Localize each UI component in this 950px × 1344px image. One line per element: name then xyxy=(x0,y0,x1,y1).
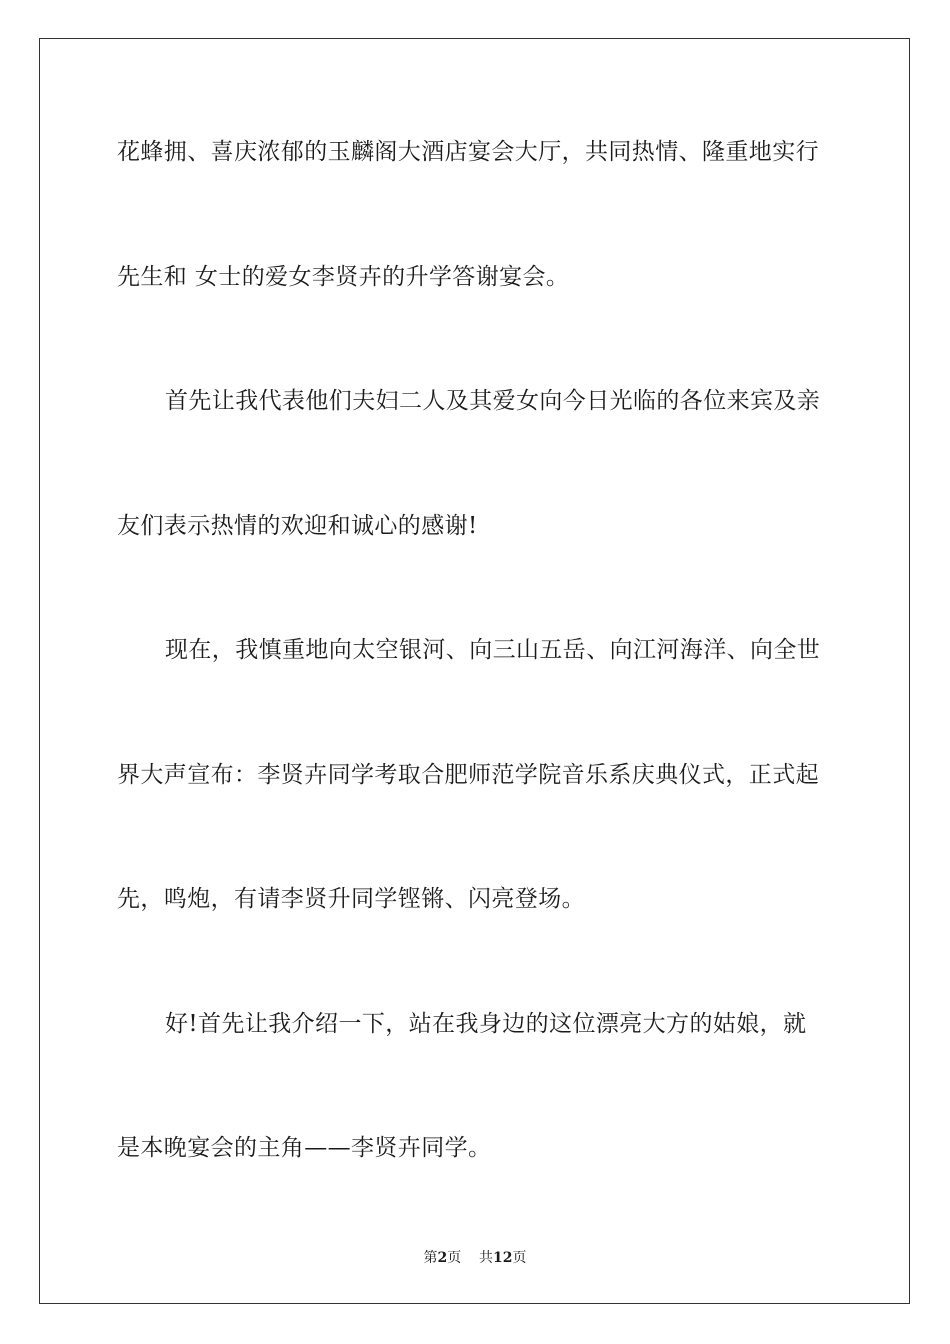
total-suffix: 页 xyxy=(512,1250,527,1266)
paragraph-line: 先，鸣炮，有请李贤升同学铿锵、闪亮登场。 xyxy=(117,886,585,912)
page-suffix: 页 xyxy=(447,1250,462,1266)
paragraph-line: 首先让我代表他们夫妇二人及其爱女向今日光临的各位来宾及亲 xyxy=(165,388,821,414)
paragraph-line: 花蜂拥、喜庆浓郁的玉麟阁大酒店宴会大厅，共同热情、隆重地实行 xyxy=(117,139,819,165)
total-prefix: 共 xyxy=(479,1250,494,1266)
page-prefix: 第 xyxy=(423,1250,438,1266)
paragraph-line: 好!首先让我介绍一下，站在我身边的这位漂亮大方的姑娘，就 xyxy=(165,1011,807,1037)
page-footer xyxy=(0,1247,950,1267)
page-border xyxy=(39,38,910,1304)
total-pages: 12 xyxy=(493,1250,513,1266)
paragraph-line: 是本晚宴会的主角——李贤卉同学。 xyxy=(117,1135,492,1161)
paragraph-line: 先生和 女士的爱女李贤卉的升学答谢宴会。 xyxy=(117,264,570,290)
paragraph-line: 现在，我慎重地向太空银河、向三山五岳、向江河海洋、向全世 xyxy=(165,637,821,663)
page-number: 2 xyxy=(437,1250,448,1266)
paragraph-line: 友们表示热情的欢迎和诚心的感谢! xyxy=(117,513,478,539)
paragraph-line: 界大声宣布：李贤卉同学考取合肥师范学院音乐系庆典仪式，正式起 xyxy=(117,762,819,788)
